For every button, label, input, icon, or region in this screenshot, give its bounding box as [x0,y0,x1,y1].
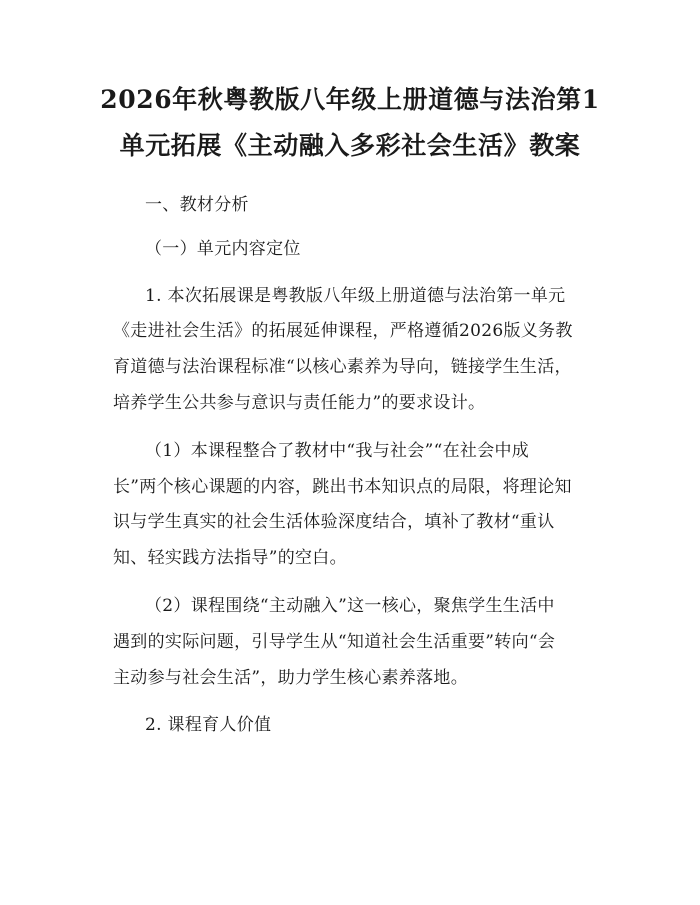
paragraph-1-line-2: 《走进社会生活》的拓展延伸课程，严格遵循2026版义务教 [113,321,573,341]
paragraph-3-line-2: 遇到的实际问题，引导学生从“知道社会生活重要”转向“会 [113,632,556,652]
paragraph-3-line-1: （2）课程围绕“主动融入”这一核心，聚焦学生生活中 [145,596,555,616]
paragraph-2-line-1: （1）本课程整合了教材中“我与社会”“在社会中成 [145,441,530,461]
paragraph-1-line-3: 育道德与法治课程标准“以核心素养为导向，链接学生生活， [113,357,572,377]
document-title-line-2: 单元拓展《主动融入多彩社会生活》教案 [119,131,581,160]
paragraph-1-line-4: 培养学生公共参与意识与责任能力”的要求设计。 [113,393,486,413]
paragraph-2-line-3: 识与学生真实的社会生活体验深度结合，填补了教材“重认 [113,512,555,532]
paragraph-2-line-2: 长”两个核心课题的内容，跳出书本知识点的局限，将理论知 [113,477,572,497]
paragraph-3-line-3: 主动参与社会生活”，助力学生核心素养落地。 [113,668,468,688]
document-title-line-1: 2026年秋粤教版八年级上册道德与法治第1 [100,85,600,114]
section-heading-1: 一、教材分析 [145,195,249,215]
subsection-heading-2: 2. 课程育人价值 [145,715,272,735]
subsection-heading-1: （一）单元内容定位 [145,239,301,259]
paragraph-1-line-1: 1. 本次拓展课是粤教版八年级上册道德与法治第一单元 [145,286,566,306]
paragraph-2-line-4: 知、轻实践方法指导”的空白。 [113,548,347,568]
